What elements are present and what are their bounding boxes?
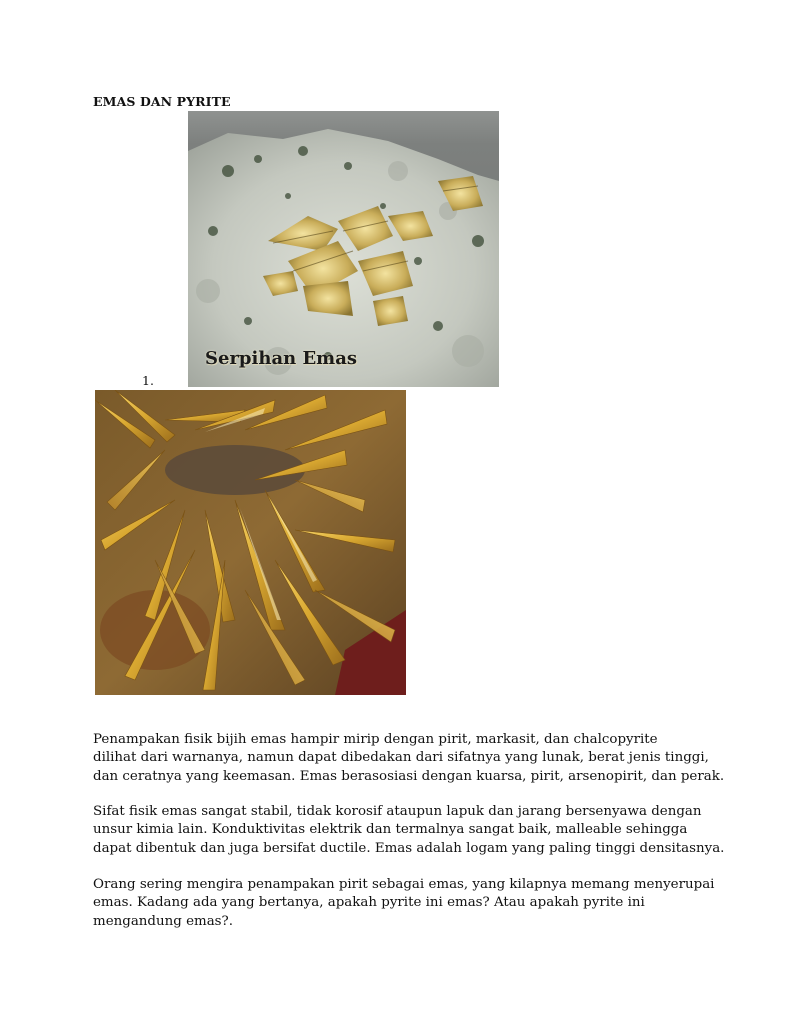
paragraph-line: Penampakan fisik bijih emas hampir mirip dengan pirit, markasit, dan chalcopyrite bbox=[93, 732, 658, 747]
paragraph-3 bbox=[93, 876, 713, 931]
paragraph-line: dapat dibentuk dan juga bersifat ductile. Emas adalah logam yang paling tinggi densitasnya. bbox=[93, 840, 725, 856]
crystal-mineral-photo bbox=[95, 390, 406, 695]
paragraph-line: dilihat dari warnanya, namun dapat dibedakan dari sifatnya yang lunak, berat jenis tinggi, bbox=[93, 750, 709, 766]
list-marker: 1. bbox=[142, 373, 154, 388]
paragraph-line: emas. Kadang ada yang bertanya, apakah pyrite ini emas? Atau apakah pyrite ini bbox=[93, 895, 645, 911]
paragraph-line: Orang sering mengira penampakan pirit sebagai emas, yang kilapnya memang menyerupai bbox=[93, 877, 715, 892]
paragraph-1 bbox=[93, 731, 725, 786]
paragraph-2 bbox=[93, 803, 725, 858]
document-title: EMAS DAN PYRITE bbox=[93, 94, 231, 109]
image-caption: Serpihan Emas bbox=[205, 348, 358, 369]
paragraph-line: unsur kimia lain. Konduktivitas elektrik dan termalnya sangat baik, malleable sehingga bbox=[93, 822, 688, 838]
gold-flakes-photo bbox=[188, 111, 499, 387]
paragraph-line: mengandung emas?. bbox=[93, 913, 233, 929]
paragraph-line: Sifat fisik emas sangat stabil, tidak korosif ataupun lapuk dan jarang bersenyawa dengan bbox=[93, 804, 702, 819]
paragraph-line: dan ceratnya yang keemasan. Emas berasosiasi dengan kuarsa, pirit, arsenopirit, dan perak. bbox=[93, 768, 725, 784]
